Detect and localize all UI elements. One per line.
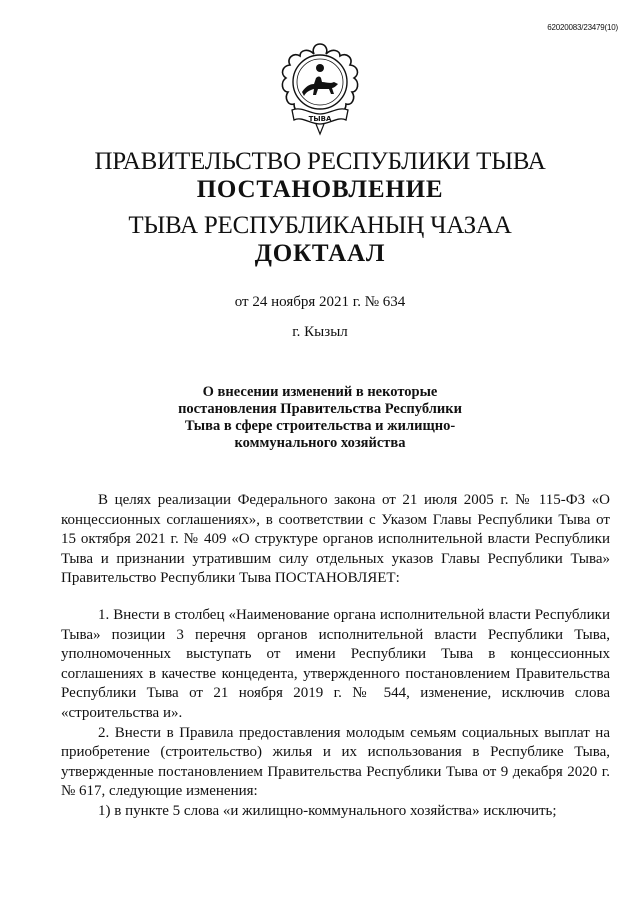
paragraph-item-2: 2. Внести в Правила предоставления молодым семьям социальных выплат на приобретение (строительство) жилья и их использования в Республике Тыва, утвержденные постановлением Правительства Республики Тыва от 9 декабря 2020 г. № 617, следующие изменения:: [61, 724, 610, 800]
document-title: [150, 384, 490, 452]
tyva-emblem-icon: [276, 40, 364, 136]
title-line: коммунального хозяйства: [234, 435, 406, 451]
paragraph-subitem-1: 1) в пункте 5 слова «и жилищно-коммунального хозяйства» исключить;: [98, 802, 557, 819]
preamble-paragraph: В целях реализации Федерального закона от 21 июля 2005 г. № 115-ФЗ «О концессионных соглашениях», в соответствии с Указом Главы Республики Тыва от 15 октября 2021 г. № 409 «О структуре органов исполнительной власти Республики Тыва и признании утратившим силу отдельных указов Главы Республики Тыва» Правительство Республики Тыва ПОСТАНОВЛЯЕТ:: [61, 492, 610, 587]
title-line: Тыва в сфере строительства и жилищно-: [184, 418, 456, 434]
title-line: О внесении изменений в некоторые: [202, 384, 438, 400]
emblem-ribbon-text: ТЫВА: [308, 115, 332, 123]
title-line: постановления Правительства Республики: [178, 401, 462, 417]
document-code: 62020083/23479(10): [547, 23, 618, 32]
document-body: [61, 491, 610, 822]
paragraph-item-1: 1. Внести в столбец «Наименование органа исполнительной власти Республики Тыва» позиции 3 перечня органов исполнительной власти Республики Тыва, уполномоченных выступать от имени Республики Тыва в концессионных соглашениях в качестве концедента, утвержденного постановлением Правительства Республики Тыва от 21 ноября 2019 г. № 544, изменение, исключив слова «строительства и».: [61, 606, 610, 721]
document-type-tyv: ДОКТААЛ: [254, 240, 386, 267]
document-type-ru: ПОСТАНОВЛЕНИЕ: [196, 176, 444, 203]
government-name-ru: ПРАВИТЕЛЬСТВО РЕСПУБЛИКИ ТЫВА: [94, 148, 546, 175]
document-city: г. Кызыл: [292, 324, 348, 340]
government-name-tyv: ТЫВА РЕСПУБЛИКАНЫҢ ЧАЗАА: [128, 212, 512, 239]
document-date-number: от 24 ноября 2021 г. № 634: [234, 294, 406, 310]
